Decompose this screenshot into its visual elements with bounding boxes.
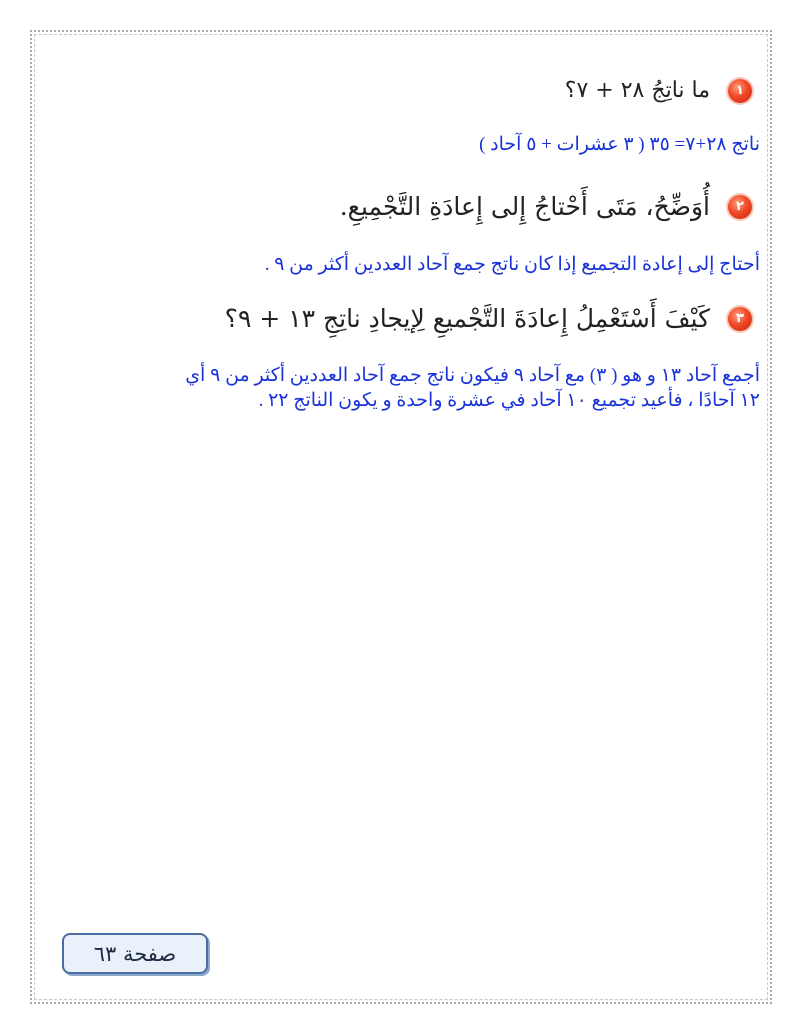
answer-3-line-2: ١٢ آحادًا ، فأعيد تجميع ١٠ آحاد في عشرة واحدة و يكون الناتج ٢٢ . [258, 390, 760, 411]
question-number-badge: ٣ [728, 307, 752, 331]
question-3 [225, 304, 752, 333]
question-number-badge: ٢ [728, 195, 752, 219]
question-text: أُوَضِّحُ، مَتَى أَحْتاجُ إِلى إِعادَةِ التَّجْمِيعِ. [339, 192, 710, 221]
question-number-badge: ١ [728, 79, 752, 103]
answer-2: أحتاج إلى إعادة التجميع إذا كان ناتج جمع آحاد العددين أكثر من ٩ . [264, 254, 760, 275]
question-1 [565, 78, 752, 103]
question-text: كَيْفَ أَسْتَعْمِلُ إِعادَةَ التَّجْميعِ لِإيجادِ ناتِجِ ١٣ + ٩؟ [224, 304, 710, 333]
question-text: ما ناتِجُ ٢٨ + ٧؟ [564, 78, 710, 103]
answer-3-line-1: أجمع آحاد ١٣ و هو ( ٣) مع آحاد ٩ فيكون ناتج جمع آحاد العددين أكثر من ٩ أي [185, 365, 760, 386]
question-2 [340, 192, 752, 221]
answer-1: ناتج ٢٨+٧= ٣٥ ( ٣ عشرات + ٥ آحاد ) [479, 134, 760, 155]
page-border-inner [34, 34, 768, 1000]
page-number-tag: صفحة ٦٣ [62, 933, 208, 974]
